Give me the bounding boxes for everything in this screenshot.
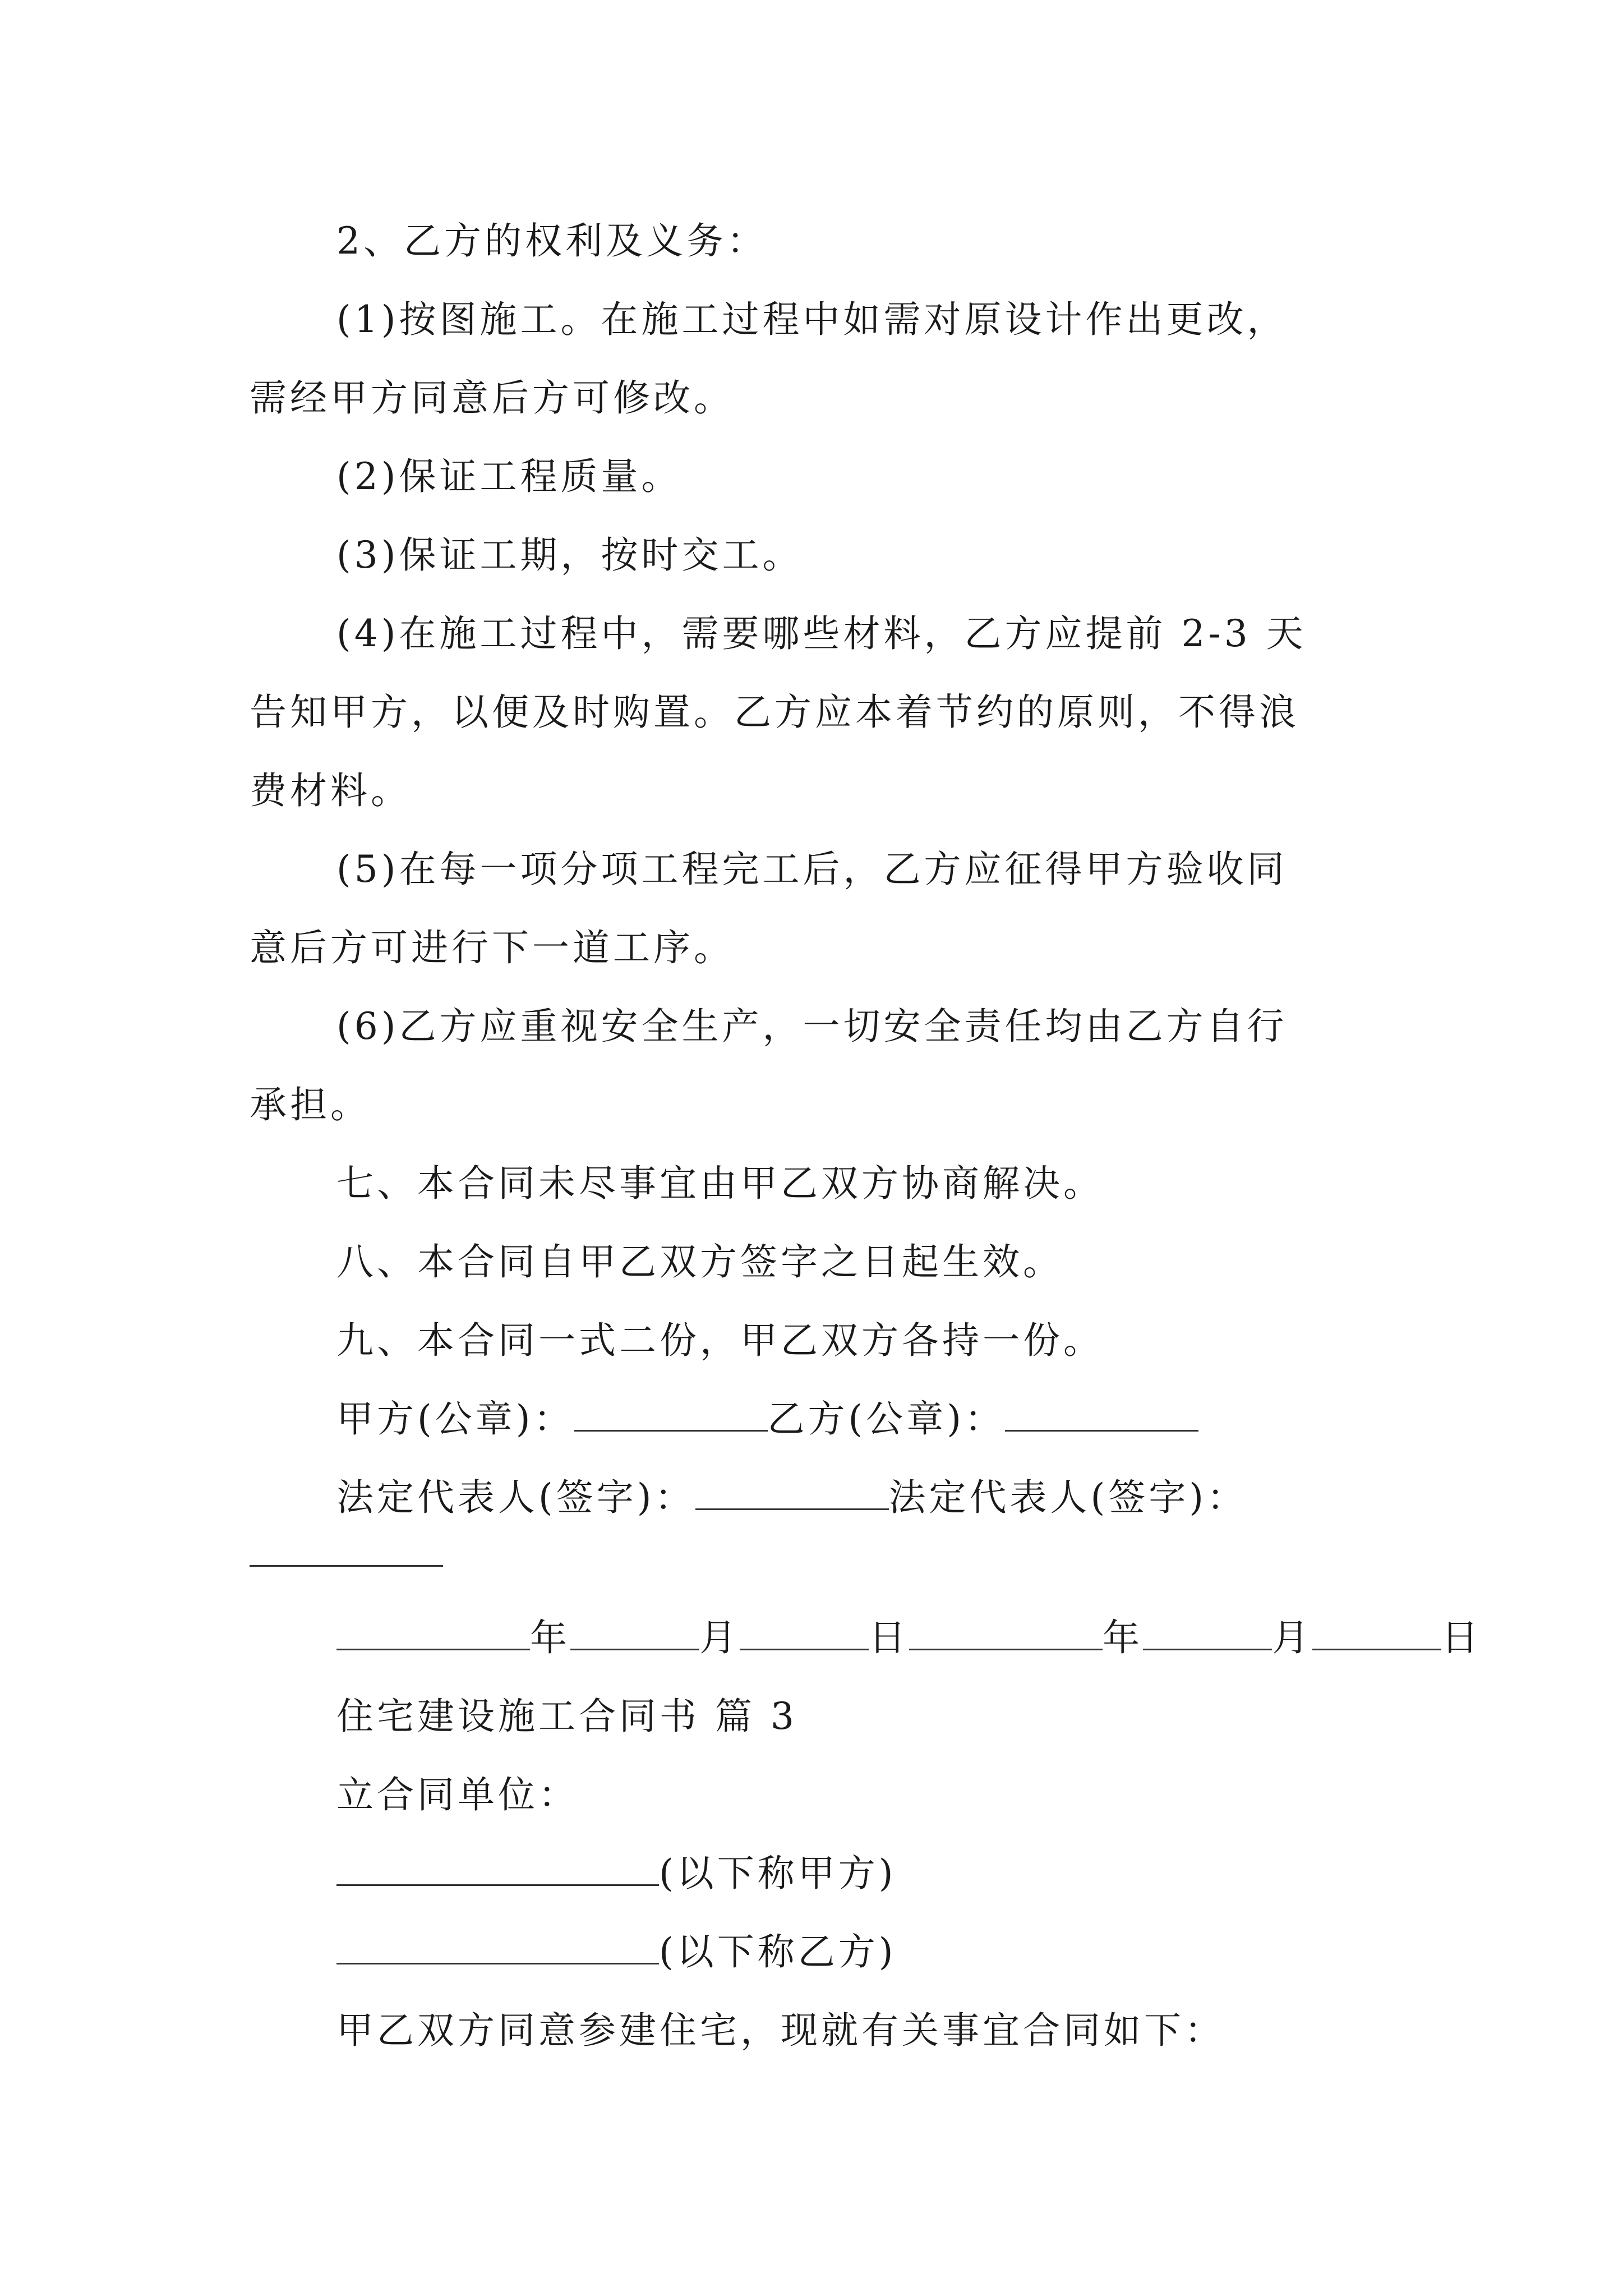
clause-4-line-1: (4)在施工过程中，需要哪些材料，乙方应提前 2-3 天 — [336, 612, 1307, 655]
article-7: 七、本合同未尽事宜由甲乙双方协商解决。 — [336, 1162, 1104, 1205]
clause-5-line-2: 意后方可进行下一道工序。 — [250, 926, 734, 969]
party-b-unit-line — [336, 1930, 897, 1975]
article-8: 八、本合同自甲乙双方签字之日起生效。 — [336, 1240, 1063, 1283]
article-9: 九、本合同一式二份，甲乙双方各持一份。 — [336, 1319, 1104, 1362]
contract-3-title: 住宅建设施工合同书 篇 3 — [336, 1695, 797, 1738]
year-label: 年 — [1103, 1616, 1143, 1659]
clause-4-line-2: 告知甲方，以便及时购置。乙方应本着节约的原则，不得浪 — [250, 691, 1299, 734]
clause-6-line-1: (6)乙方应重视安全生产，一切安全责任均由乙方自行 — [336, 1005, 1288, 1048]
day-label: 日 — [1441, 1616, 1482, 1659]
party-b-seal-blank — [1005, 1397, 1198, 1432]
clause-4-line-3: 费材料。 — [250, 769, 411, 812]
party-a-representative-blank — [695, 1476, 889, 1510]
agreement-intro: 甲乙双方同意参建住宅，现就有关事宜合同如下： — [336, 2009, 1225, 2052]
section-heading-party-b-rights: 2、乙方的权利及义务： — [336, 219, 767, 263]
party-a-month-blank — [570, 1616, 699, 1650]
party-a-unit-line — [336, 1851, 897, 1896]
date-line — [336, 1616, 1482, 1660]
seal-line — [336, 1397, 1198, 1442]
party-b-unit-blank — [336, 1930, 659, 1964]
party-a-note: (以下称甲方) — [659, 1852, 897, 1895]
party-a-unit-blank — [336, 1852, 659, 1886]
party-a-seal-blank — [574, 1397, 768, 1432]
year-label: 年 — [530, 1616, 570, 1659]
clause-6-line-2: 承担。 — [250, 1083, 371, 1126]
party-a-seal-label: 甲方(公章)： — [336, 1397, 574, 1441]
party-b-seal-label: 乙方(公章)： — [767, 1397, 1005, 1441]
representative-line — [336, 1475, 1247, 1520]
clause-5-line-1: (5)在每一项分项工程完工后，乙方应征得甲方验收同 — [336, 848, 1288, 891]
party-a-representative-label: 法定代表人(签字)： — [336, 1476, 695, 1519]
month-label: 月 — [699, 1616, 740, 1659]
party-a-day-blank — [740, 1616, 869, 1650]
party-b-representative-blank — [250, 1565, 443, 1567]
party-b-note: (以下称乙方) — [659, 1930, 897, 1973]
contracting-units-label: 立合同单位： — [336, 1773, 579, 1816]
party-a-year-blank — [336, 1616, 530, 1650]
day-label: 日 — [869, 1616, 909, 1659]
clause-1-line-1: (1)按图施工。在施工过程中如需对原设计作出更改， — [336, 298, 1288, 341]
clause-3: (3)保证工期，按时交工。 — [336, 533, 803, 577]
clause-2: (2)保证工程质量。 — [336, 455, 682, 498]
party-b-month-blank — [1143, 1616, 1272, 1650]
month-label: 月 — [1272, 1616, 1312, 1659]
party-b-year-blank — [909, 1616, 1103, 1650]
party-b-day-blank — [1312, 1616, 1441, 1650]
party-b-representative-label: 法定代表人(签字)： — [888, 1476, 1247, 1519]
clause-1-line-2: 需经甲方同意后方可修改。 — [250, 376, 734, 420]
